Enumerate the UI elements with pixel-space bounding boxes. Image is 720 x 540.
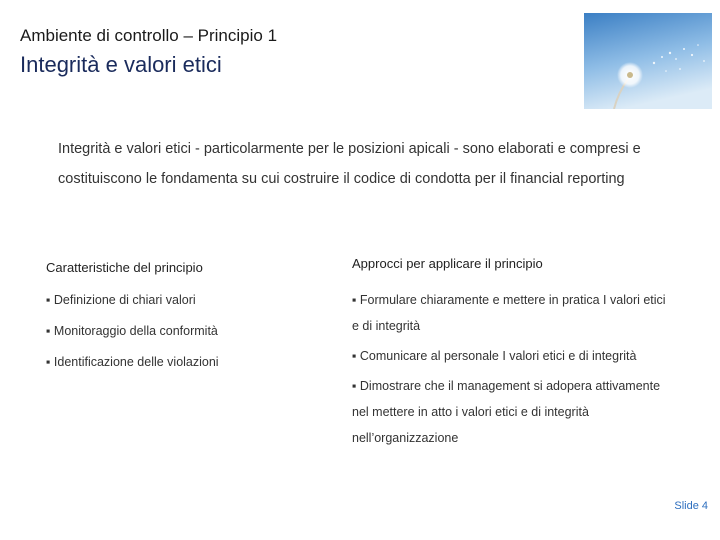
list-item: ▪ Monitoraggio della conformità [46,324,218,338]
approaches-list [352,287,672,451]
list-item: ▪ Definizione di chiari valori [46,293,196,307]
slide-title: Integrità e valori etici [20,52,222,77]
dandelion-image [584,13,712,109]
slide-number: Slide 4 [674,500,708,512]
principle-approaches [352,256,672,455]
intro-paragraph: Integrità e valori etici - particolarmente per le posizioni apicali - sono elaborati e compresi e costituiscono le fondamenta su cui costruire il codice di condotta per il financial reporting [58,141,641,187]
list-item: ▪ Comunicare al personale I valori etici e di integrità [352,349,637,363]
characteristics-heading: Caratteristiche del principio [46,260,203,275]
slide-subtitle: Ambiente di controllo – Principio 1 [20,26,278,45]
characteristics-list [46,291,326,371]
list-item: ▪ Formulare chiaramente e mettere in pratica I valori etici e di integrità [352,293,666,333]
approaches-heading: Approcci per applicare il principio [352,256,543,271]
list-item: ▪ Dimostrare che il management si adopera attivamente nel mettere in atto i valori etici e di integrità nell’organizzazione [352,379,661,445]
list-item: ▪ Identificazione delle violazioni [46,355,219,369]
principle-characteristics [46,260,326,384]
